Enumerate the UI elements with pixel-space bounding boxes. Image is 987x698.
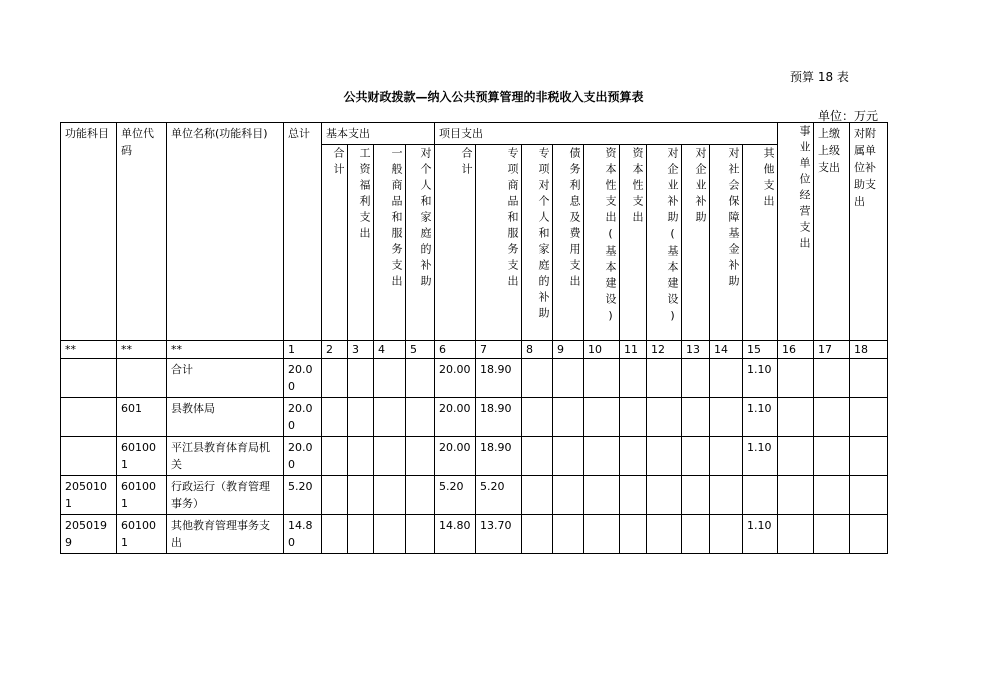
col-unit-name: 单位名称(功能科目) [167, 123, 284, 341]
table-row: 2050199 601001 其他教育管理事务支出 14.80 14.80 13.70 1.10 [61, 515, 888, 554]
col-basic-total: 合计 [322, 145, 348, 341]
budget-number: 预算 18 表 [790, 70, 849, 84]
col-proj-total: 合计 [435, 145, 476, 341]
col-proj-enterprise: 对企业补助 [682, 145, 710, 341]
header-row-1 [61, 123, 888, 145]
col-proj-personal: 专项对个人和家庭的补助 [522, 145, 553, 341]
col-proj-other: 其他支出 [743, 145, 778, 341]
col-basic-personal: 对个人和家庭的补助 [406, 145, 435, 341]
col-proj-debt: 债务利息及费用支出 [553, 145, 584, 341]
col-unit-code: 单位代码 [117, 123, 167, 341]
col-proj-enterprise-build: 对企业补助(基本建设) [647, 145, 682, 341]
col-basic-goods: 一般商品和服务支出 [374, 145, 406, 341]
col-proj-social: 对社会保障基金补助 [710, 145, 743, 341]
col-basic-salary: 工资福利支出 [348, 145, 374, 341]
unit-label: 单位：万元 [818, 109, 879, 123]
column-number-row: ** ** ** 1 2 3 4 5 6 7 8 9 10 11 12 13 14 15 16 17 18 [61, 341, 888, 359]
table-row: 601001 平江县教育体育局机关 20.00 20.00 18.90 1.10 [61, 437, 888, 476]
table-row: 601 县教体局 20.00 20.00 18.90 1.10 [61, 398, 888, 437]
table-row: 合计 20.00 20.00 18.90 1.10 [61, 359, 888, 398]
budget-table [60, 122, 888, 554]
col-total: 总计 [284, 123, 322, 341]
page-title: 公共财政拨款—纳入公共预算管理的非税收入支出预算表 [343, 90, 644, 104]
col-func-subject: 功能科目 [61, 123, 117, 341]
col-proj-capital-build: 资本性支出(基本建设) [584, 145, 620, 341]
col-proj-goods: 专项商品和服务支出 [476, 145, 522, 341]
col-basic: 基本支出 [322, 123, 435, 145]
col-upper-pay: 上缴上级支出 [814, 123, 850, 341]
col-subsidy: 对附属单位补助支出 [850, 123, 888, 341]
col-project: 项目支出 [435, 123, 778, 145]
table-row: 2050101 601001 行政运行（教育管理事务） 5.20 5.20 5.20 [61, 476, 888, 515]
col-proj-capital: 资本性支出 [620, 145, 647, 341]
col-enterprise-ops: 事业单位经营支出 [778, 123, 814, 341]
